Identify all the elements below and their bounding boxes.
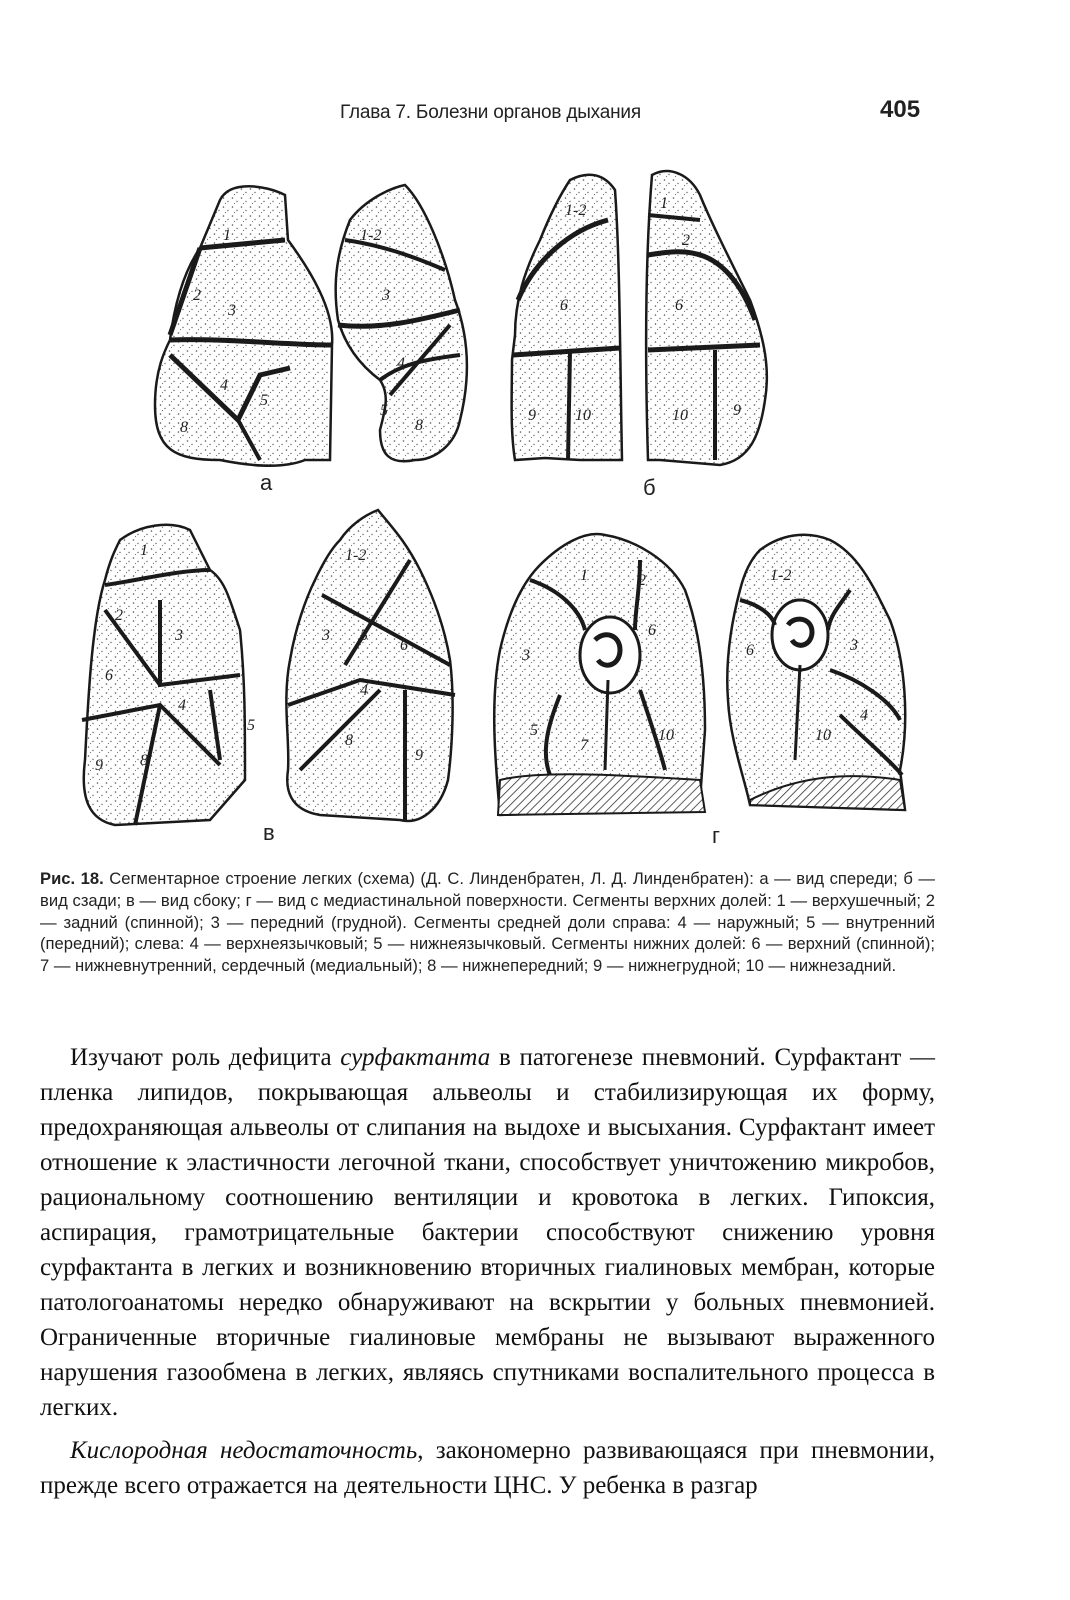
panel-label-v: в xyxy=(263,820,275,845)
figure-lung-segments xyxy=(60,160,960,860)
svg-text:9: 9 xyxy=(415,747,423,764)
page-header xyxy=(0,96,1070,130)
svg-text:1: 1 xyxy=(660,195,668,212)
svg-text:6: 6 xyxy=(560,297,568,314)
panel-label-a: а xyxy=(260,470,273,495)
svg-text:9: 9 xyxy=(733,402,741,419)
svg-text:2: 2 xyxy=(193,287,201,304)
running-title: Глава 7. Болезни органов дыхания xyxy=(340,102,641,123)
svg-text:10: 10 xyxy=(815,727,831,744)
svg-text:8: 8 xyxy=(345,732,353,749)
caption-lead: Рис. 18. xyxy=(40,869,104,888)
page-number: 405 xyxy=(880,96,921,123)
svg-text:8: 8 xyxy=(415,417,423,434)
svg-text:10: 10 xyxy=(575,407,591,424)
svg-text:6: 6 xyxy=(746,642,754,659)
panel-b-left-lung xyxy=(512,175,622,460)
panel-g-left-lung xyxy=(727,535,905,810)
svg-text:6: 6 xyxy=(400,637,408,654)
svg-text:10: 10 xyxy=(672,407,688,424)
svg-text:5: 5 xyxy=(530,722,538,739)
svg-text:8: 8 xyxy=(140,752,148,769)
panel-b-right-lung xyxy=(646,171,767,465)
svg-text:3: 3 xyxy=(522,647,530,664)
panel-a-left-lung xyxy=(336,185,467,461)
svg-text:9: 9 xyxy=(528,407,536,424)
svg-text:2: 2 xyxy=(682,232,690,249)
svg-text:10: 10 xyxy=(658,727,674,744)
svg-text:8: 8 xyxy=(180,419,188,436)
svg-text:6: 6 xyxy=(105,667,113,684)
svg-text:3: 3 xyxy=(175,627,183,644)
svg-text:2: 2 xyxy=(638,572,646,589)
panel-v-right-lung xyxy=(82,525,255,825)
svg-text:5: 5 xyxy=(247,717,255,734)
svg-text:1-2: 1-2 xyxy=(565,202,587,219)
svg-text:1: 1 xyxy=(140,542,148,559)
panel-a-right-lung xyxy=(155,186,332,466)
svg-text:3: 3 xyxy=(850,637,858,654)
paragraph-text: , закономерно развивающаяся при пневмонии, прежде всего отражается на деятельности ЦНС. У ребенка в разгар xyxy=(40,1437,935,1499)
panel-g-right-lung xyxy=(494,534,705,815)
svg-text:3: 3 xyxy=(322,627,330,644)
svg-text:4: 4 xyxy=(360,682,368,699)
svg-text:1-2: 1-2 xyxy=(360,227,382,244)
svg-text:4: 4 xyxy=(178,697,186,714)
svg-text:9: 9 xyxy=(95,757,103,774)
svg-text:5: 5 xyxy=(360,627,368,644)
svg-text:3: 3 xyxy=(228,302,236,319)
svg-text:6: 6 xyxy=(675,297,683,314)
figure-caption xyxy=(40,868,935,977)
svg-text:2: 2 xyxy=(115,607,123,624)
svg-text:3: 3 xyxy=(382,287,390,304)
paragraph-oxygen-deficiency xyxy=(40,1433,935,1503)
svg-text:1: 1 xyxy=(580,567,588,584)
panel-v-left-lung xyxy=(286,510,455,821)
caption-text: Сегментарное строение легких (схема) (Д. С. Линденбратен, Л. Д. Линденбратен): а — вид спереди; б — вид сзади; в — вид сбоку; г — вид с медиастинальной поверхности. Сегменты верхних долей: 1 — верхушечный; 2 — задний (спинной); 3 — передний (грудной). Сегменты средней доли справа: 4 — наружный; 5 — внутренний (передний); слева: 4 — верхнеязычковый; 5 — нижнеязычковый. Сегменты нижних долей: 6 — верхний (спинной); 7 — нижневнутренний, сердечный (медиальный); 8 — нижнепередний; 9 — нижнегрудной; 10 — нижнезадний. xyxy=(40,869,935,976)
term-oxygen-deficiency: Кислородная недостаточность xyxy=(70,1437,418,1464)
svg-text:1-2: 1-2 xyxy=(345,547,367,564)
lung-segments-illustration xyxy=(60,160,960,860)
paragraph-text: Изучают роль дефицита xyxy=(70,1044,341,1071)
paragraph-surfactant xyxy=(40,1040,935,1425)
svg-text:5: 5 xyxy=(260,392,268,409)
panel-label-b: б xyxy=(643,475,656,500)
panel-label-g: г xyxy=(712,823,721,848)
svg-text:1-2: 1-2 xyxy=(770,567,792,584)
svg-text:7: 7 xyxy=(580,737,588,754)
svg-text:4: 4 xyxy=(397,355,405,372)
paragraph-text: в патогенезе пневмоний. Сурфактант — пленка липидов, покрывающая альвеолы и стабилизирующая их форму, предохраняющая альвеолы от слипания на выдохе и высыхания. Сурфактант имеет отношение к эластичности легочной ткани, способствует уничтожению микробов, рациональному соотношению вентиляции и кровотока в легких. Гипоксия, аспирация, грамотрицательные бактерии способствуют снижению уровня сурфактанта в легких и возникновению вторичных гиалиновых мембран, которые патологоанатомы нередко обнаруживают на вскрытии у больных пневмонией. Ограниченные вторичные гиалиновые мембраны не вызывают выраженного нарушения газообмена в легких, являясь спутниками воспалительного процесса в легких. xyxy=(40,1044,935,1421)
term-surfactant: сурфактанта xyxy=(340,1044,491,1071)
svg-text:4: 4 xyxy=(220,377,228,394)
body-text xyxy=(40,1040,935,1503)
svg-text:4: 4 xyxy=(860,707,868,724)
svg-text:5: 5 xyxy=(380,402,388,419)
svg-text:6: 6 xyxy=(648,622,656,639)
svg-text:1: 1 xyxy=(223,227,231,244)
